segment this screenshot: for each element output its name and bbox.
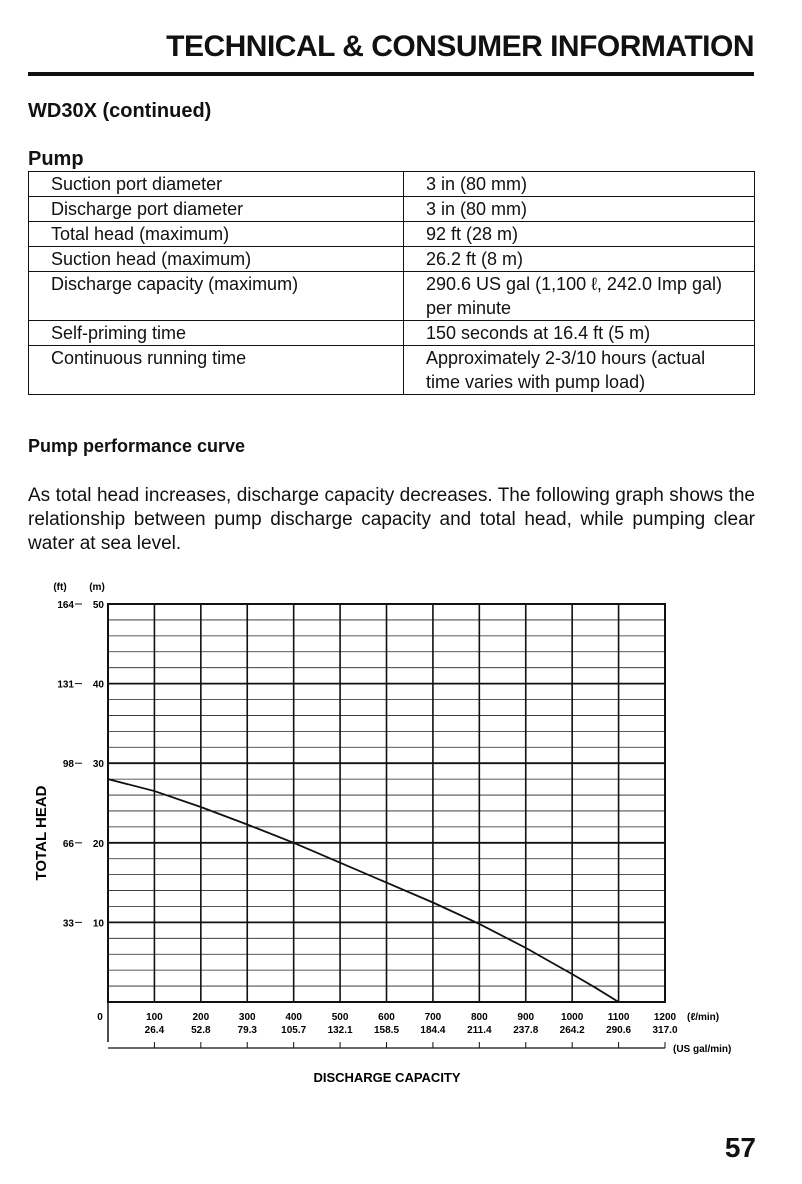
table-row [29,222,755,247]
spec-key: Continuous running time [29,346,404,395]
x-tick-label-usgal: 52.8 [191,1025,211,1036]
spec-value: 290.6 US gal (1,100 ℓ, 242.0 Imp gal) per minute [404,272,755,321]
spec-value: 3 in (80 mm) [404,197,755,222]
x-tick-label-usgal: 237.8 [513,1025,539,1036]
spec-value: 3 in (80 mm) [404,172,755,197]
x-axis-title: DISCHARGE CAPACITY [313,1070,461,1085]
table-row [29,247,755,272]
y-tick-label-ft: 164 [57,600,74,611]
y-tick-label-m: 20 [92,838,104,850]
y-zero-label: 0 [97,1012,103,1023]
table-row [29,321,755,346]
y-tick-label-ft: 66 [62,838,74,850]
table-row [29,272,755,321]
y-tick-label-m: 30 [92,759,104,771]
x-tick-label-lpm: 900 [517,1012,535,1023]
title-rule [28,72,754,76]
y-tick-label-ft: 33 [62,918,74,930]
curve-section-heading: Pump performance curve [28,436,246,456]
x-tick-label-lpm: 500 [331,1012,349,1023]
x-tick-label-lpm: 100 [146,1012,163,1023]
y-tick-label-m: 40 [92,679,104,691]
y-tick-label-m: 10 [92,918,104,930]
model-subtitle: WD30X (continued) [28,100,212,122]
spec-value: 26.2 ft (8 m) [404,247,755,272]
x-tick-label-lpm: 700 [424,1012,442,1023]
x-tick-label-usgal: 158.5 [373,1025,400,1036]
spec-value: 150 seconds at 16.4 ft (5 m) [404,321,755,346]
x-tick-label-usgal: 105.7 [281,1025,307,1036]
x-tick-label-usgal: 184.4 [420,1025,446,1036]
spec-key: Discharge capacity (maximum) [29,272,404,321]
spec-value: 92 ft (28 m) [404,222,755,247]
x-tick-label-lpm: 800 [470,1012,488,1023]
x-tick-label-usgal: 132.1 [327,1025,353,1036]
spec-key: Suction head (maximum) [29,247,404,272]
spec-key: Discharge port diameter [29,197,404,222]
pump-performance-chart [0,570,802,1090]
pump-table-label: Pump [28,148,84,170]
y-tick-label-ft: 131 [57,679,74,691]
page-title: TECHNICAL & CONSUMER INFORMATION [166,30,754,63]
page-number: 57 [724,1132,756,1163]
x-tick-label-usgal: 317.0 [652,1025,678,1036]
x-tick-label-lpm: 300 [238,1012,256,1023]
y-unit-m: (m) [89,582,105,593]
x-tick-label-lpm: 400 [285,1012,303,1023]
x-unit-lpm: (ℓ/min) [687,1012,720,1023]
y-tick-label-ft: 98 [62,759,74,771]
x-tick-label-lpm: 1200 [653,1012,677,1023]
curve-description: As total head increases, discharge capacity decreases. The following graph shows the relationship between pump discharge capacity and total head, while pumping clear water at sea level. [28,485,755,554]
x-tick-label-usgal: 26.4 [144,1025,165,1036]
spec-key: Total head (maximum) [29,222,404,247]
x-tick-label-usgal: 290.6 [606,1025,632,1036]
x-tick-label-usgal: 79.3 [237,1025,257,1036]
y-tick-label-m: 50 [92,600,104,611]
pump-spec-table [28,171,755,395]
y-unit-ft: (ft) [53,582,67,593]
x-tick-label-lpm: 200 [192,1012,210,1023]
x-tick-label-lpm: 1000 [561,1012,584,1023]
x-tick-label-usgal: 211.4 [467,1025,492,1036]
x-tick-label-lpm: 1100 [607,1012,630,1023]
spec-value: Approximately 2-3/10 hours (actual time varies with pump load) [404,346,755,395]
spec-key: Self-priming time [29,321,404,346]
x-tick-label-lpm: 600 [378,1012,395,1023]
table-row [29,197,755,222]
spec-key: Suction port diameter [29,172,404,197]
y-axis-title: TOTAL HEAD [33,785,50,881]
x-unit-usgal: (US gal/min) [673,1044,732,1055]
table-row [29,172,755,197]
x-tick-label-usgal: 264.2 [559,1025,585,1036]
table-row [29,346,755,395]
